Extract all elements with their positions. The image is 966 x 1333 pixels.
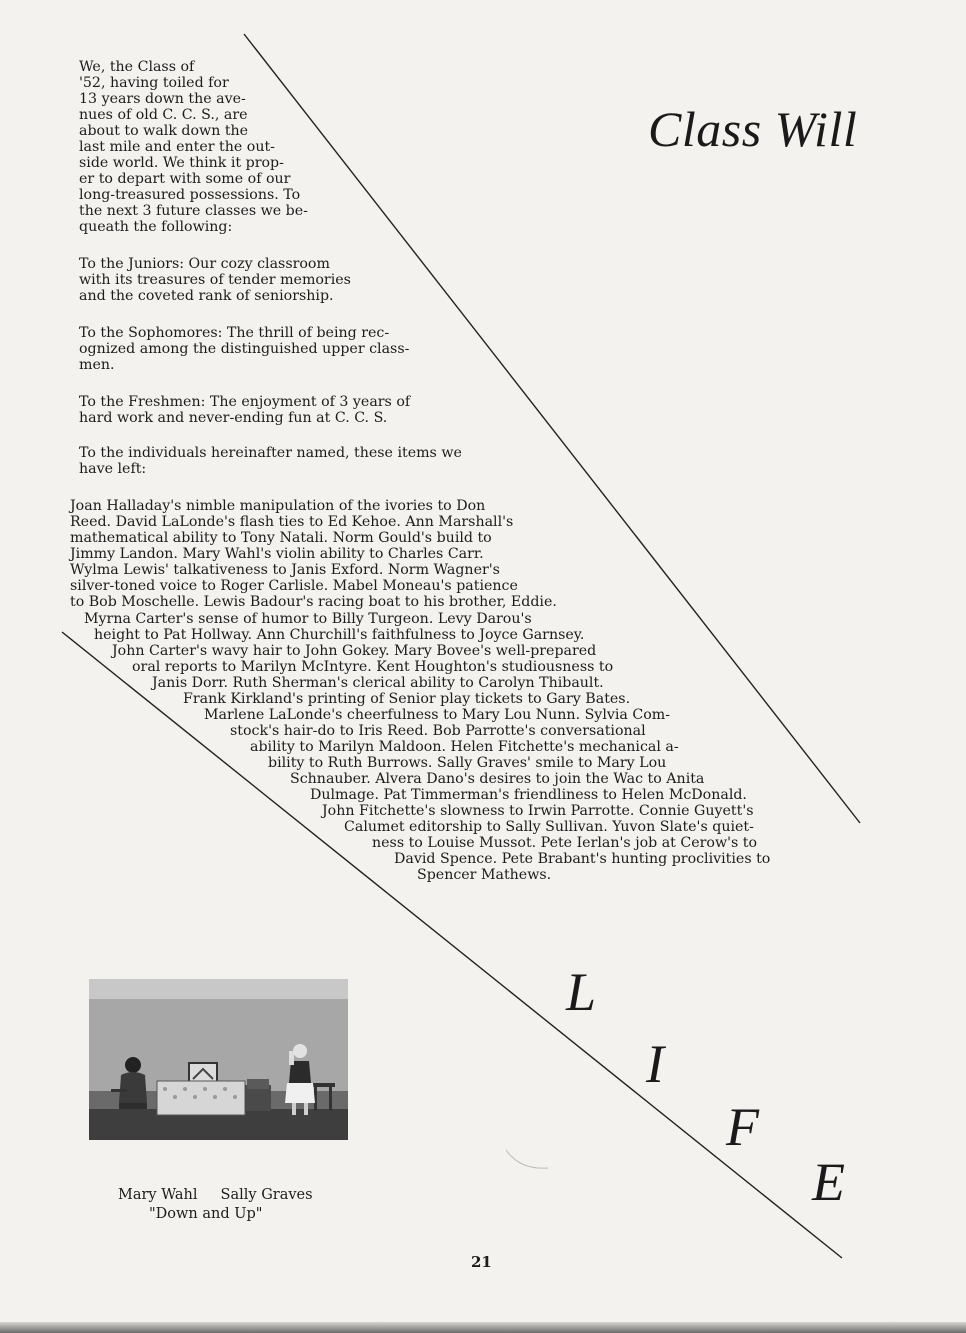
page-number: 21 <box>471 1253 492 1271</box>
text-line: Calumet editorship to Sally Sullivan. Yuvon Slate's quiet- <box>344 819 754 835</box>
life-letter-f: F <box>726 1097 759 1157</box>
text-line: bility to Ruth Burrows. Sally Graves' smile to Mary Lou <box>268 755 667 771</box>
text-line: have left: <box>79 461 147 477</box>
text-line: John Fitchette's slowness to Irwin Parrotte. Connie Guyett's <box>322 803 754 819</box>
caption-play-title: "Down and Up" <box>149 1206 263 1222</box>
text-line: mathematical ability to Tony Natali. Norm Gould's build to <box>70 530 492 546</box>
text-line: David Spence. Pete Brabant's hunting proclivities to <box>394 851 771 867</box>
text-line: Janis Dorr. Ruth Sherman's clerical ability to Carolyn Thibault. <box>152 675 604 691</box>
text-line: long-treasured possessions. To <box>79 187 301 203</box>
text-line: Myrna Carter's sense of humor to Billy Turgeon. Levy Darou's <box>84 611 532 627</box>
text-line: To the Freshmen: The enjoyment of 3 years of <box>79 394 411 410</box>
text-line: Joan Halladay's nimble manipulation of the ivories to Don <box>70 498 486 514</box>
text-line: ness to Louise Mussot. Pete Ierlan's job at Cerow's to <box>372 835 758 851</box>
text-line: with its treasures of tender memories <box>79 272 351 288</box>
play-photo <box>89 979 348 1140</box>
text-line: Marlene LaLonde's cheerfulness to Mary Lou Nunn. Sylvia Com- <box>204 707 671 723</box>
text-line: to Bob Moschelle. Lewis Badour's racing boat to his brother, Eddie. <box>70 594 557 610</box>
text-line: We, the Class of <box>79 59 195 75</box>
text-line: Wylma Lewis' talkativeness to Janis Exford. Norm Wagner's <box>70 562 500 578</box>
text-line: er to depart with some of our <box>79 171 291 187</box>
text-line: Jimmy Landon. Mary Wahl's violin ability to Charles Carr. <box>70 546 484 562</box>
text-line: Schnauber. Alvera Dano's desires to join the Wac to Anita <box>290 771 705 787</box>
text-line: Frank Kirkland's printing of Senior play tickets to Gary Bates. <box>183 691 631 707</box>
text-line: Dulmage. Pat Timmerman's friendliness to Helen McDonald. <box>310 787 747 803</box>
text-line: John Carter's wavy hair to John Gokey. Mary Bovee's well-prepared <box>112 643 597 659</box>
caption-names: Mary Wahl Sally Graves <box>118 1187 313 1203</box>
text-line: stock's hair-do to Iris Reed. Bob Parrotte's conversational <box>230 723 646 739</box>
text-line: Spencer Mathews. <box>417 867 552 883</box>
life-letter-l: L <box>566 962 597 1022</box>
text-line: men. <box>79 357 115 373</box>
text-line: oral reports to Marilyn McIntyre. Kent Houghton's studiousness to <box>132 659 614 675</box>
text-line: To the individuals hereinafter named, these items we <box>79 445 462 461</box>
text-line: and the coveted rank of seniorship. <box>79 288 334 304</box>
text-line: ability to Marilyn Maldoon. Helen Fitchette's mechanical a- <box>250 739 679 755</box>
text-line: side world. We think it prop- <box>79 155 284 171</box>
life-letter-i: I <box>646 1034 664 1094</box>
text-line: 13 years down the ave- <box>79 91 246 107</box>
text-line: hard work and never-ending fun at C. C. S. <box>79 410 388 426</box>
text-line: nues of old C. C. S., are <box>79 107 248 123</box>
text-line: To the Juniors: Our cozy classroom <box>79 256 330 272</box>
life-letter-e: E <box>812 1152 845 1212</box>
text-line: the next 3 future classes we be- <box>79 203 308 219</box>
text-line: height to Pat Hollway. Ann Churchill's faithfulness to Joyce Garnsey. <box>94 627 585 643</box>
text-line: Reed. David LaLonde's flash ties to Ed Kehoe. Ann Marshall's <box>70 514 514 530</box>
page-title: Class Will <box>648 101 858 157</box>
text-line: '52, having toiled for <box>79 75 229 91</box>
photo-caption <box>118 1186 313 1224</box>
page-edge <box>0 1322 966 1333</box>
text-line: silver-toned voice to Roger Carlisle. Mabel Moneau's patience <box>70 578 518 594</box>
text-line: To the Sophomores: The thrill of being rec- <box>79 325 390 341</box>
text-line: about to walk down the <box>79 123 249 139</box>
text-line: last mile and enter the out- <box>79 139 275 155</box>
text-line: ognized among the distinguished upper class- <box>79 341 410 357</box>
text-line: queath the following: <box>79 219 233 235</box>
